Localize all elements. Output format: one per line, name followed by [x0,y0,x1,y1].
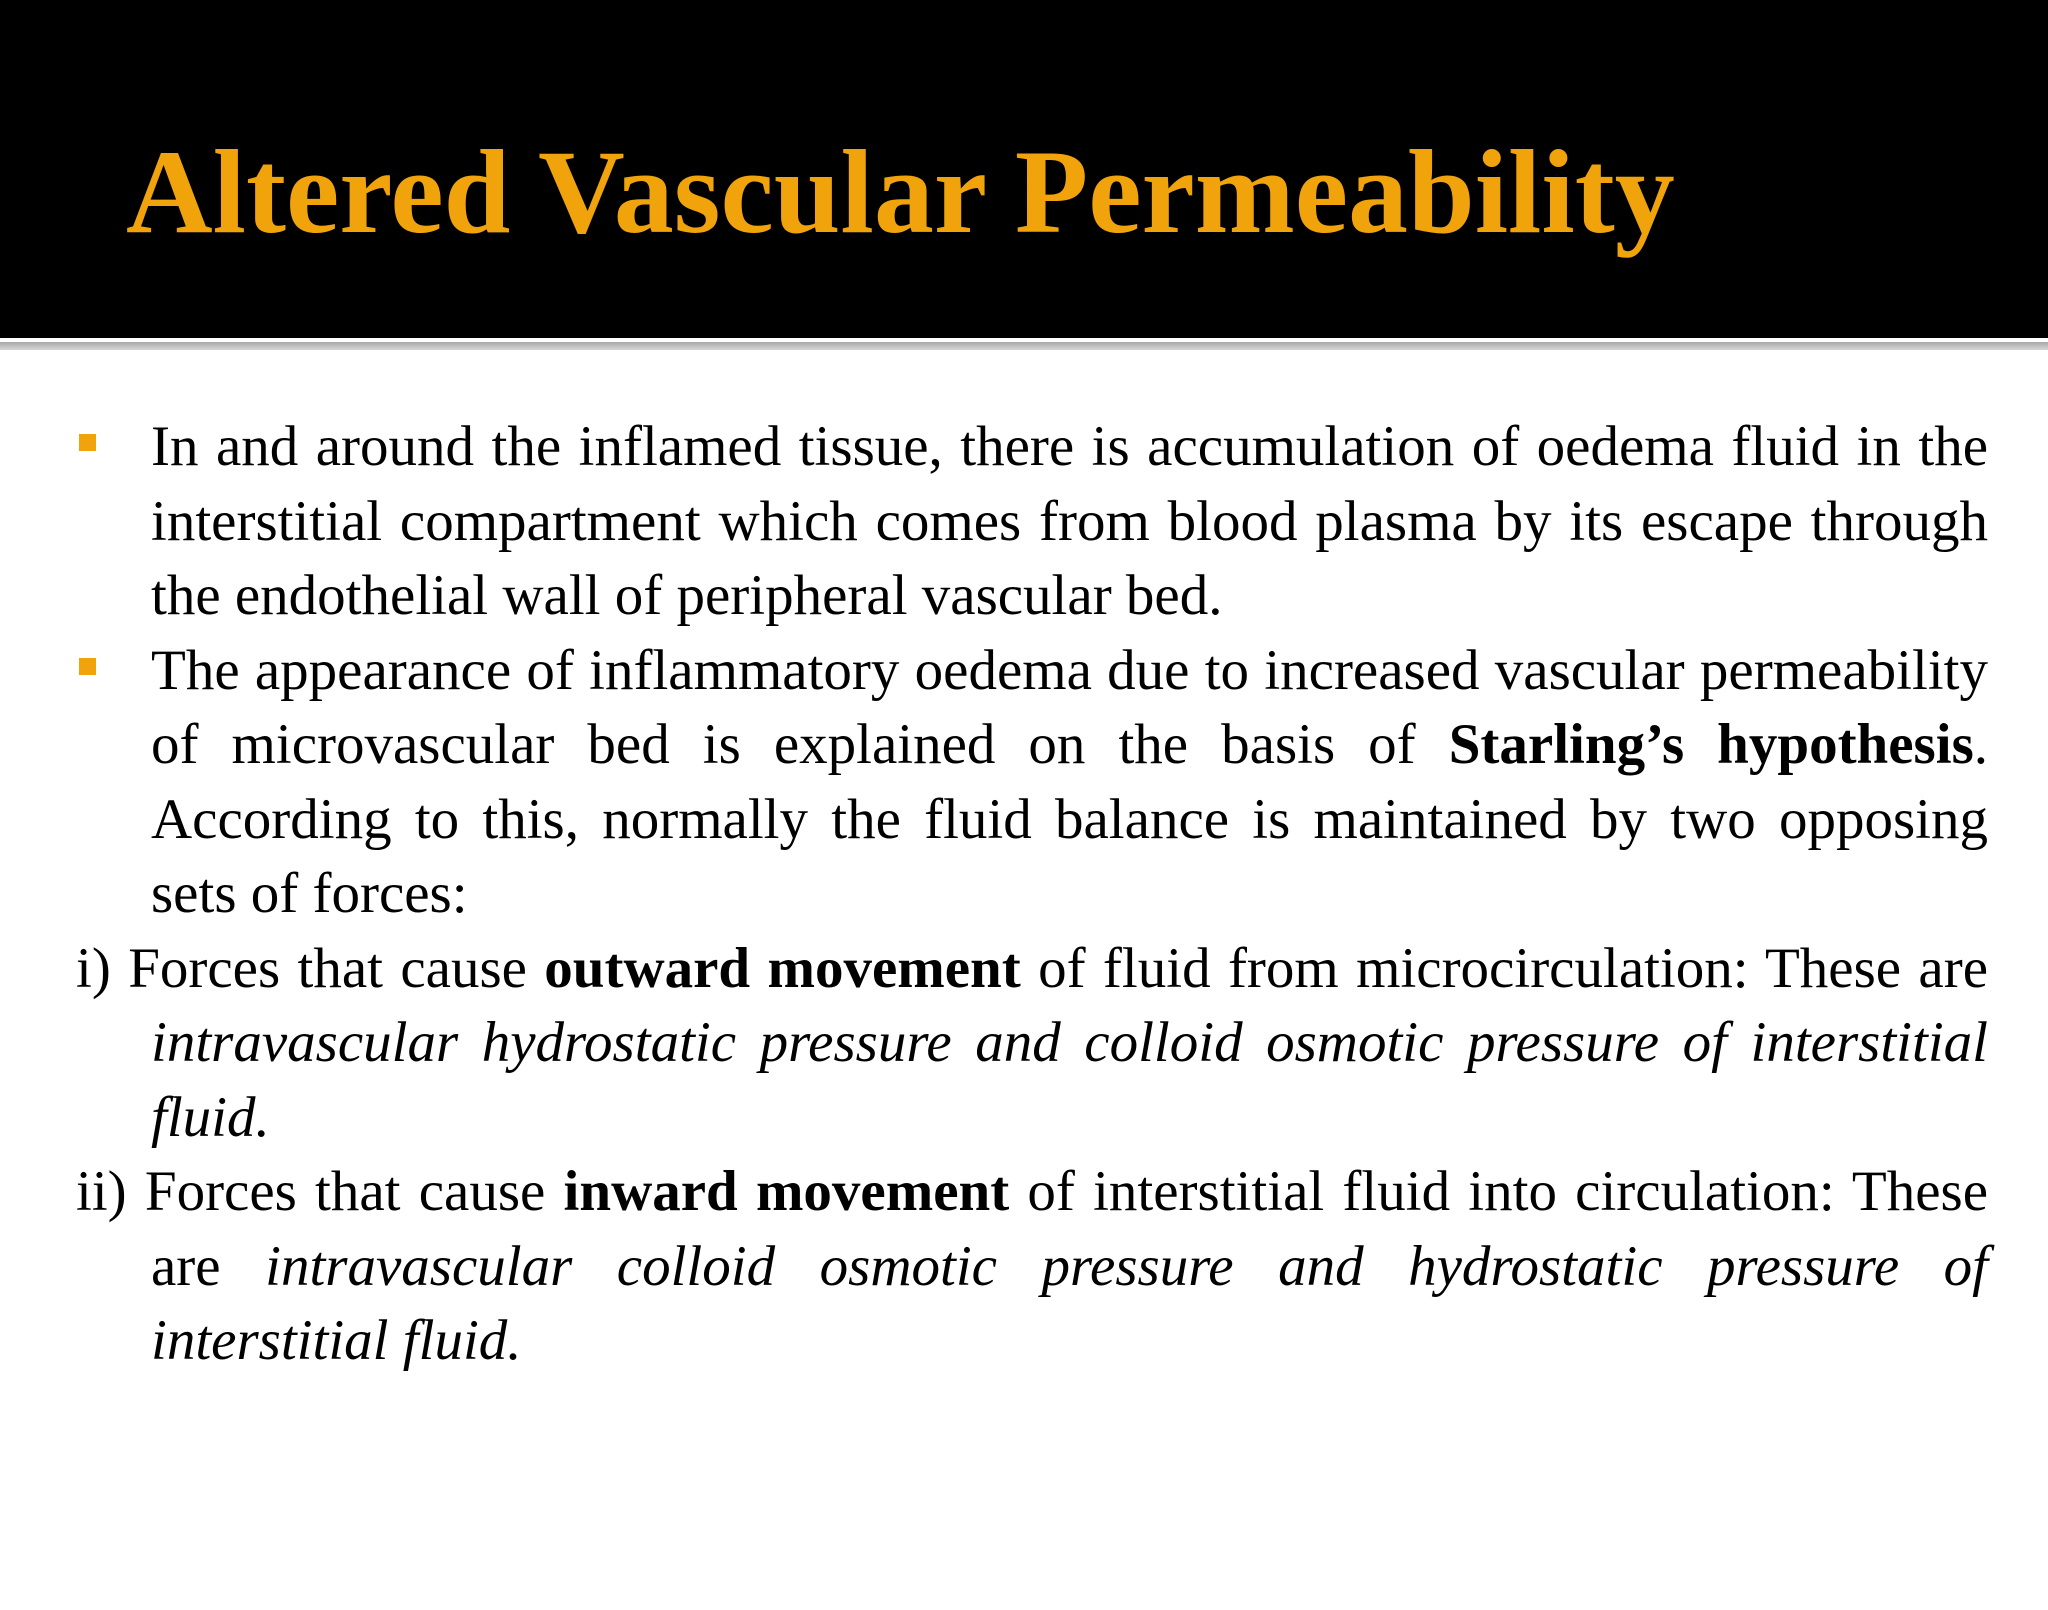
bullet-1-text: In and around the inflamed tissue, there is accumulation of oedema fluid in the interstitial compartment which comes from blood plasma by its escape through the endothelial wall of peripheral vascular bed. [151,415,1988,627]
inward-movement-term: inward movement [563,1160,1010,1223]
item-1-text-start: Forces that cause [128,936,545,1000]
bullet-paragraph-1 [76,410,1988,634]
bullet-2-text-end: . According to this, normally the fluid balance is maintained by two opposing sets of forces: [151,713,1988,925]
list-item-outward [76,932,1988,1156]
item-1-text-mid: of fluid from microcirculation: These are [1020,936,1988,1000]
slide-title: Altered Vascular Permeability [126,125,1675,258]
item-2-text-mid: of interstitial fluid into circulation: These are [151,1160,1989,1298]
bullet-paragraph-2 [76,634,1988,932]
square-bullet-icon [79,434,96,451]
divider-line-shadow [0,342,2048,350]
title-bar [0,0,2048,338]
item-2-text-start: Forces that cause [144,1160,564,1223]
bullet-2-text-start: The appearance of inflammatory oedema due to increased vascular permeability of microvascular bed is explained on the basis of [151,638,1988,776]
item-1-italic-text: intravascular hydrostatic pressure and colloid osmotic pressure of interstitial fluid. [151,1011,1988,1149]
item-2-marker: ii) [76,1160,127,1223]
slide-body [76,410,1988,1379]
item-1-marker: i) [76,936,111,1000]
item-2-italic-text: intravascular colloid osmotic pressure and hydrostatic pressure of interstitial fluid. [151,1234,1988,1372]
list-item-inward [76,1155,1988,1379]
starling-hypothesis-term: Starling’s hypothesis [1448,713,1974,776]
outward-movement-term: outward movement [544,936,1021,1000]
square-bullet-icon [79,658,96,675]
